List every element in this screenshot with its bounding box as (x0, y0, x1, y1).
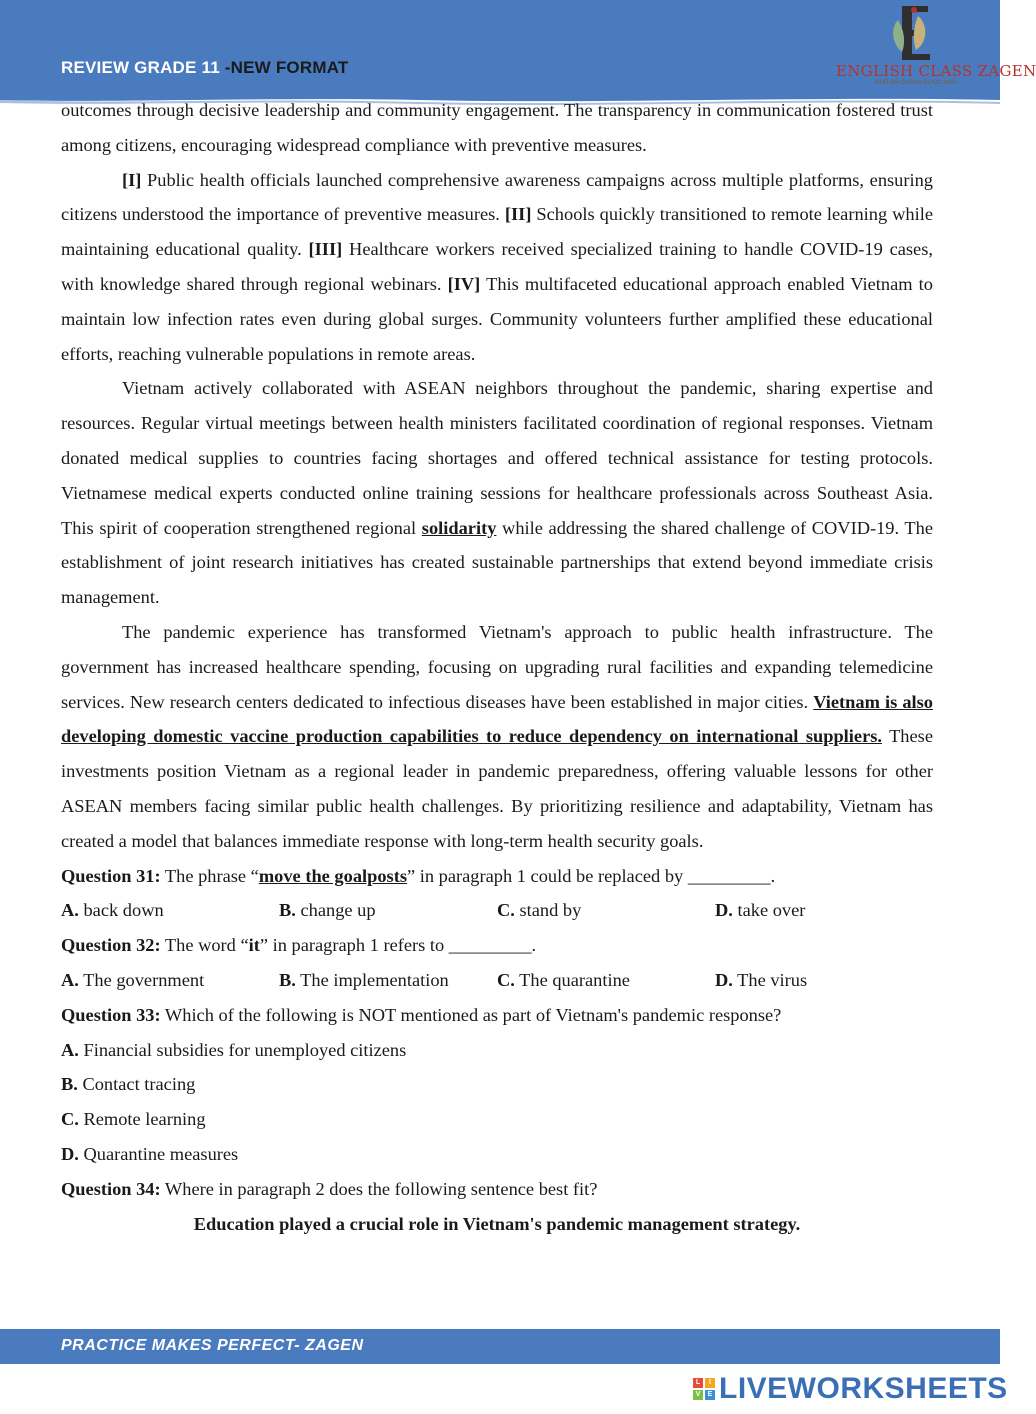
option-letter: B. (61, 1074, 78, 1095)
option-text: Contact tracing (77, 1074, 196, 1095)
option-text: Remote learning (78, 1109, 206, 1130)
question-31 (61, 859, 933, 894)
option-text: Quarantine measures (78, 1143, 239, 1164)
option-letter: C. (497, 900, 515, 921)
question-32 (61, 928, 933, 963)
option-text: take over (732, 900, 806, 921)
header-title-accent: -NEW FORMAT (224, 58, 349, 77)
question-31-options (61, 893, 933, 928)
insertion-marker-2: [II] (504, 204, 532, 225)
question-32-options (61, 963, 933, 998)
passage-paragraph-4 (61, 615, 933, 859)
header-title-main: REVIEW GRADE 11 (61, 58, 225, 77)
option-text: The virus (732, 969, 808, 990)
passage-text: This multifaceted educational approach enabled Vietnam to maintain low infection rates even during global surges. Community volunteers further amplified these educational efforts, reaching vulnerable populations in remote areas. (61, 273, 933, 364)
passage-text: while addressing the shared challenge of COVID-19. The establishment of joint research initiatives has created sustainable partnerships that extend beyond immediate crisis management. (61, 517, 934, 608)
option-letter: A. (61, 1039, 79, 1060)
option-c[interactable] (61, 1102, 933, 1137)
question-word: it (248, 935, 260, 956)
logo-tile: I (705, 1378, 715, 1388)
passage-paragraph-3 (61, 371, 933, 615)
insertion-marker-4: [IV] (447, 273, 481, 294)
question-label: Question 31: (61, 865, 161, 886)
option-d[interactable] (61, 1137, 933, 1172)
passage-paragraph-1-end: outcomes through decisive leadership and community engagement. The transparency in communication fostered trust among citizens, encouraging widespread compliance with preventive measures. (61, 100, 933, 155)
option-text: The implementation (295, 969, 449, 990)
question-phrase: move the goalposts (258, 865, 407, 886)
insertion-sentence: Education played a crucial role in Vietnam's pandemic management strategy. (193, 1213, 801, 1234)
page-header (0, 0, 1036, 104)
option-a[interactable] (61, 963, 279, 998)
option-text: The quarantine (514, 969, 630, 990)
option-b[interactable] (279, 893, 497, 928)
option-b[interactable] (279, 963, 497, 998)
logo-tile: V (693, 1390, 703, 1400)
question-label: Question 32: (61, 935, 161, 956)
option-d[interactable] (715, 963, 933, 998)
option-text: Financial subsidies for unemployed citizens (78, 1039, 407, 1060)
option-a[interactable] (61, 1033, 933, 1068)
option-c[interactable] (497, 893, 715, 928)
insertion-marker-1: [I] (122, 169, 142, 190)
question-label: Question 34: (61, 1178, 161, 1199)
passage-paragraph-2 (61, 163, 933, 372)
passage-text: Schools quickly transitioned to remote learning while maintaining educational quality. (61, 204, 933, 260)
question-text: The word “ (160, 935, 249, 956)
option-d[interactable] (715, 893, 933, 928)
option-a[interactable] (61, 893, 279, 928)
question-text: Where in paragraph 2 does the following sentence best fit? (160, 1178, 598, 1199)
option-letter: C. (61, 1109, 79, 1130)
option-letter: A. (61, 969, 79, 990)
question-33 (61, 998, 933, 1033)
highlighted-word-solidarity: solidarity (421, 517, 497, 538)
logo-tile: L (693, 1378, 703, 1388)
option-letter: B. (279, 900, 296, 921)
footer-slogan: PRACTICE MAKES PERFECT- ZAGEN (61, 1337, 364, 1354)
option-text: The government (78, 969, 205, 990)
question-text: ” in paragraph 1 could be replaced by _________. (406, 865, 776, 886)
question-label: Question 33: (61, 1004, 161, 1025)
question-text: Which of the following is NOT mentioned as part of Vietnam's pandemic response? (160, 1004, 782, 1025)
insertion-marker-3: [III] (308, 239, 343, 260)
question-text: The phrase “ (160, 865, 259, 886)
logo-subtext: NHỎ ĐÃ CHANG ĐƯỢC NHÃ (875, 80, 957, 86)
option-text: back down (78, 900, 164, 921)
option-letter: D. (715, 969, 733, 990)
option-letter: C. (497, 969, 515, 990)
header-title (61, 58, 349, 78)
highlighted-sentence: Vietnam is also developing domestic vaccine production capabilities to reduce dependency on international suppliers. (61, 691, 933, 747)
option-letter: A. (61, 900, 79, 921)
passage-text: These investments position Vietnam as a regional leader in pandemic preparedness, offering valuable lessons for other ASEAN members facing similar public health challenges. By prioritizing resilience and adaptability, Vietnam has created a model that balances immediate response with long-term health security goals. (61, 726, 933, 851)
question-text: ” in paragraph 1 refers to _________. (259, 935, 537, 956)
passage-text: Vietnam actively collaborated with ASEAN neighbors throughout the pandemic, sharing expertise and resources. Regular virtual meetings between health ministers facilitated coordination of regional responses. Vietnam donated medical supplies to countries facing shortages and offered technical assistance for testing protocols. Vietnamese medical experts conducted online training sessions for healthcare professionals across Southeast Asia. This spirit of cooperation strengthened regional (61, 378, 933, 538)
passage-text: The pandemic experience has transformed Vietnam's approach to public health infrastructure. The government has increased healthcare spending, focusing on upgrading rural facilities and expanding telemedicine services. New research centers dedicated to infectious diseases have been established in major cities. (61, 621, 933, 712)
passage-text: Public health officials launched comprehensive awareness campaigns across multiple platforms, ensuring citizens understood the importance of preventive measures. (61, 169, 933, 225)
liveworksheets-brand[interactable] (693, 1372, 1008, 1406)
question-34 (61, 1172, 933, 1207)
option-letter: B. (279, 969, 296, 990)
option-letter: D. (715, 900, 733, 921)
logo-tile: E (705, 1390, 715, 1400)
page-footer (0, 1329, 1000, 1364)
option-letter: D. (61, 1143, 79, 1164)
passage-text: Healthcare workers received specialized training to handle COVID-19 cases, with knowledge shared through regional webinars. (61, 239, 933, 294)
option-b[interactable] (61, 1067, 933, 1102)
liveworksheets-logo-icon (693, 1378, 715, 1400)
logo-text: ENGLISH CLASS ZAGEN (836, 62, 1036, 80)
option-text: change up (295, 900, 376, 921)
liveworksheets-wordmark: LIVEWORKSHEETS (719, 1372, 1008, 1405)
option-text: stand by (514, 900, 582, 921)
option-c[interactable] (497, 963, 715, 998)
worksheet-content (61, 93, 933, 1241)
